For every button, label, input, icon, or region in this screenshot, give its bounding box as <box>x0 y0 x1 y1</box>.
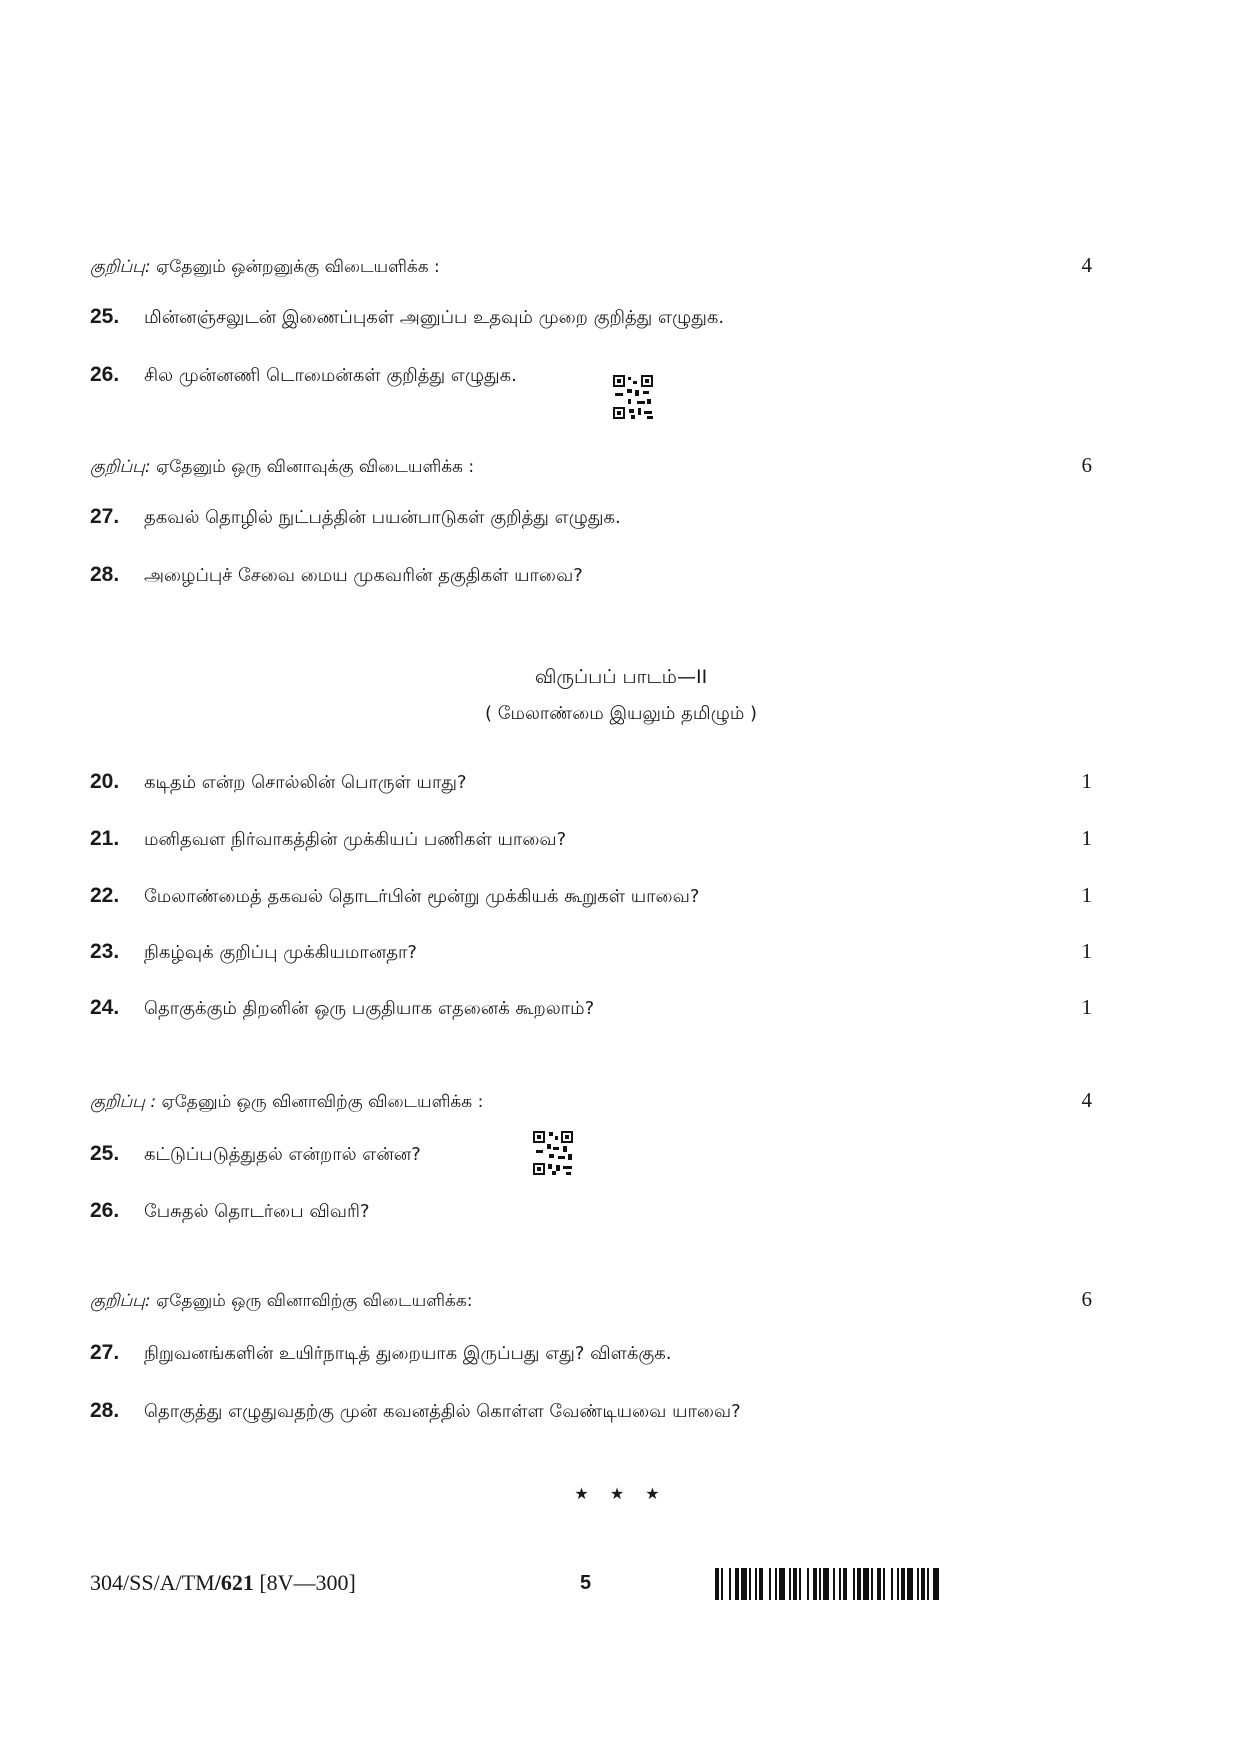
end-of-paper-stars: ★ ★ ★ <box>574 1484 668 1503</box>
question-number: 20. <box>90 770 120 793</box>
question-number: 26. <box>90 1199 120 1222</box>
question-item <box>90 996 594 1021</box>
question-text: நிகழ்வுக் குறிப்பு முக்கியமானதா? <box>144 942 417 963</box>
question-text: அழைப்புச் சேவை மைய முகவரின் தகுதிகள் யாவை? <box>144 565 583 586</box>
question-number: 28. <box>90 563 120 586</box>
question-number: 24. <box>90 996 120 1019</box>
question-item <box>90 1199 370 1224</box>
question-item <box>90 884 699 909</box>
paper-code-prefix: 304/SS/A/TM <box>90 1570 215 1595</box>
note-lead: குறிப்பு : <box>90 1092 157 1112</box>
note-text: ஏதேனும் ஒரு வினாவிற்கு விடையளிக்க: <box>150 1291 473 1311</box>
question-item <box>90 827 566 852</box>
marks-label: 4 <box>1081 253 1092 277</box>
question-text: சில முன்னணி டொமைன்கள் குறித்து எழுதுக. <box>144 365 517 386</box>
question-text: தொகுத்து எழுதுவதற்கு முன் கவனத்தில் கொள்ள வேண்டியவை யாவை? <box>144 1401 741 1422</box>
marks-label: 1 <box>1081 995 1092 1019</box>
note-option1-6marks <box>90 457 474 479</box>
qr-code-icon <box>533 1131 573 1175</box>
note-lead: குறிப்பு: <box>90 457 151 477</box>
paper-code-number: /621 <box>214 1570 254 1595</box>
marks-label: 1 <box>1081 769 1092 793</box>
question-text: மின்னஞ்சலுடன் இணைப்புகள் அனுப்ப உதவும் முறை குறித்து எழுதுக. <box>144 307 725 328</box>
question-number: 25. <box>90 305 120 328</box>
question-item <box>90 940 417 965</box>
marks-label: 1 <box>1081 939 1092 963</box>
question-item <box>90 563 583 588</box>
question-text: மேலாண்மைத் தகவல் தொடர்பின் மூன்று முக்கியக் கூறுகள் யாவை? <box>144 886 700 907</box>
note-lead: குறிப்பு: <box>90 257 151 277</box>
marks-label: 4 <box>1081 1088 1092 1112</box>
question-item <box>90 1399 741 1424</box>
section-subtitle: ( மேலாண்மை இயலும் தமிழும் ) <box>484 703 758 724</box>
question-text: பேசுதல் தொடர்பை விவரி? <box>144 1201 370 1222</box>
question-item <box>90 505 621 530</box>
note-text: ஏதேனும் ஒரு வினாவுக்கு விடையளிக்க : <box>150 457 475 477</box>
qr-code-icon <box>613 375 653 419</box>
question-text: தகவல் தொழில் நுட்பத்தின் பயன்பாடுகள் குறித்து எழுதுக. <box>144 507 621 528</box>
section-title: விருப்பப் பாடம்—II <box>534 666 708 688</box>
question-item <box>90 1341 672 1366</box>
marks-label: 1 <box>1081 826 1092 850</box>
note-text: ஏதேனும் ஒரு வினாவிற்கு விடையளிக்க : <box>156 1092 484 1112</box>
question-number: 26. <box>90 363 120 386</box>
question-number: 25. <box>90 1142 120 1165</box>
question-text: நிறுவனங்களின் உயிர்நாடித் துறையாக இருப்பது எது? விளக்குக. <box>144 1343 672 1364</box>
note-option1-4marks <box>90 257 440 279</box>
marks-label: 6 <box>1081 453 1092 477</box>
question-item <box>90 363 517 388</box>
marks-label: 1 <box>1081 883 1092 907</box>
note-text: ஏதேனும் ஒன்றனுக்கு விடையளிக்க : <box>150 257 440 277</box>
question-number: 23. <box>90 940 120 963</box>
question-number: 22. <box>90 884 120 907</box>
note-option2-6marks <box>90 1291 473 1313</box>
question-text: கடிதம் என்ற சொல்லின் பொருள் யாது? <box>144 772 467 793</box>
question-number: 27. <box>90 505 120 528</box>
note-lead: குறிப்பு: <box>90 1291 151 1311</box>
question-text: தொகுக்கும் திறனின் ஒரு பகுதியாக எதனைக் கூறலாம்? <box>144 998 595 1019</box>
question-item <box>90 1142 421 1167</box>
question-number: 28. <box>90 1399 120 1422</box>
barcode-icon <box>715 1568 1005 1600</box>
question-item <box>90 305 724 330</box>
question-number: 21. <box>90 827 120 850</box>
page-number: 5 <box>580 1572 592 1594</box>
question-text: கட்டுப்படுத்துதல் என்றால் என்ன? <box>144 1144 421 1165</box>
marks-label: 6 <box>1081 1287 1092 1311</box>
note-option2-4marks <box>90 1092 483 1114</box>
paper-code <box>90 1570 356 1596</box>
question-text: மனிதவள நிர்வாகத்தின் முக்கியப் பணிகள் யாவை? <box>144 829 567 850</box>
question-number: 27. <box>90 1341 120 1364</box>
question-item <box>90 770 467 795</box>
paper-code-suffix: [8V—300] <box>253 1570 356 1595</box>
